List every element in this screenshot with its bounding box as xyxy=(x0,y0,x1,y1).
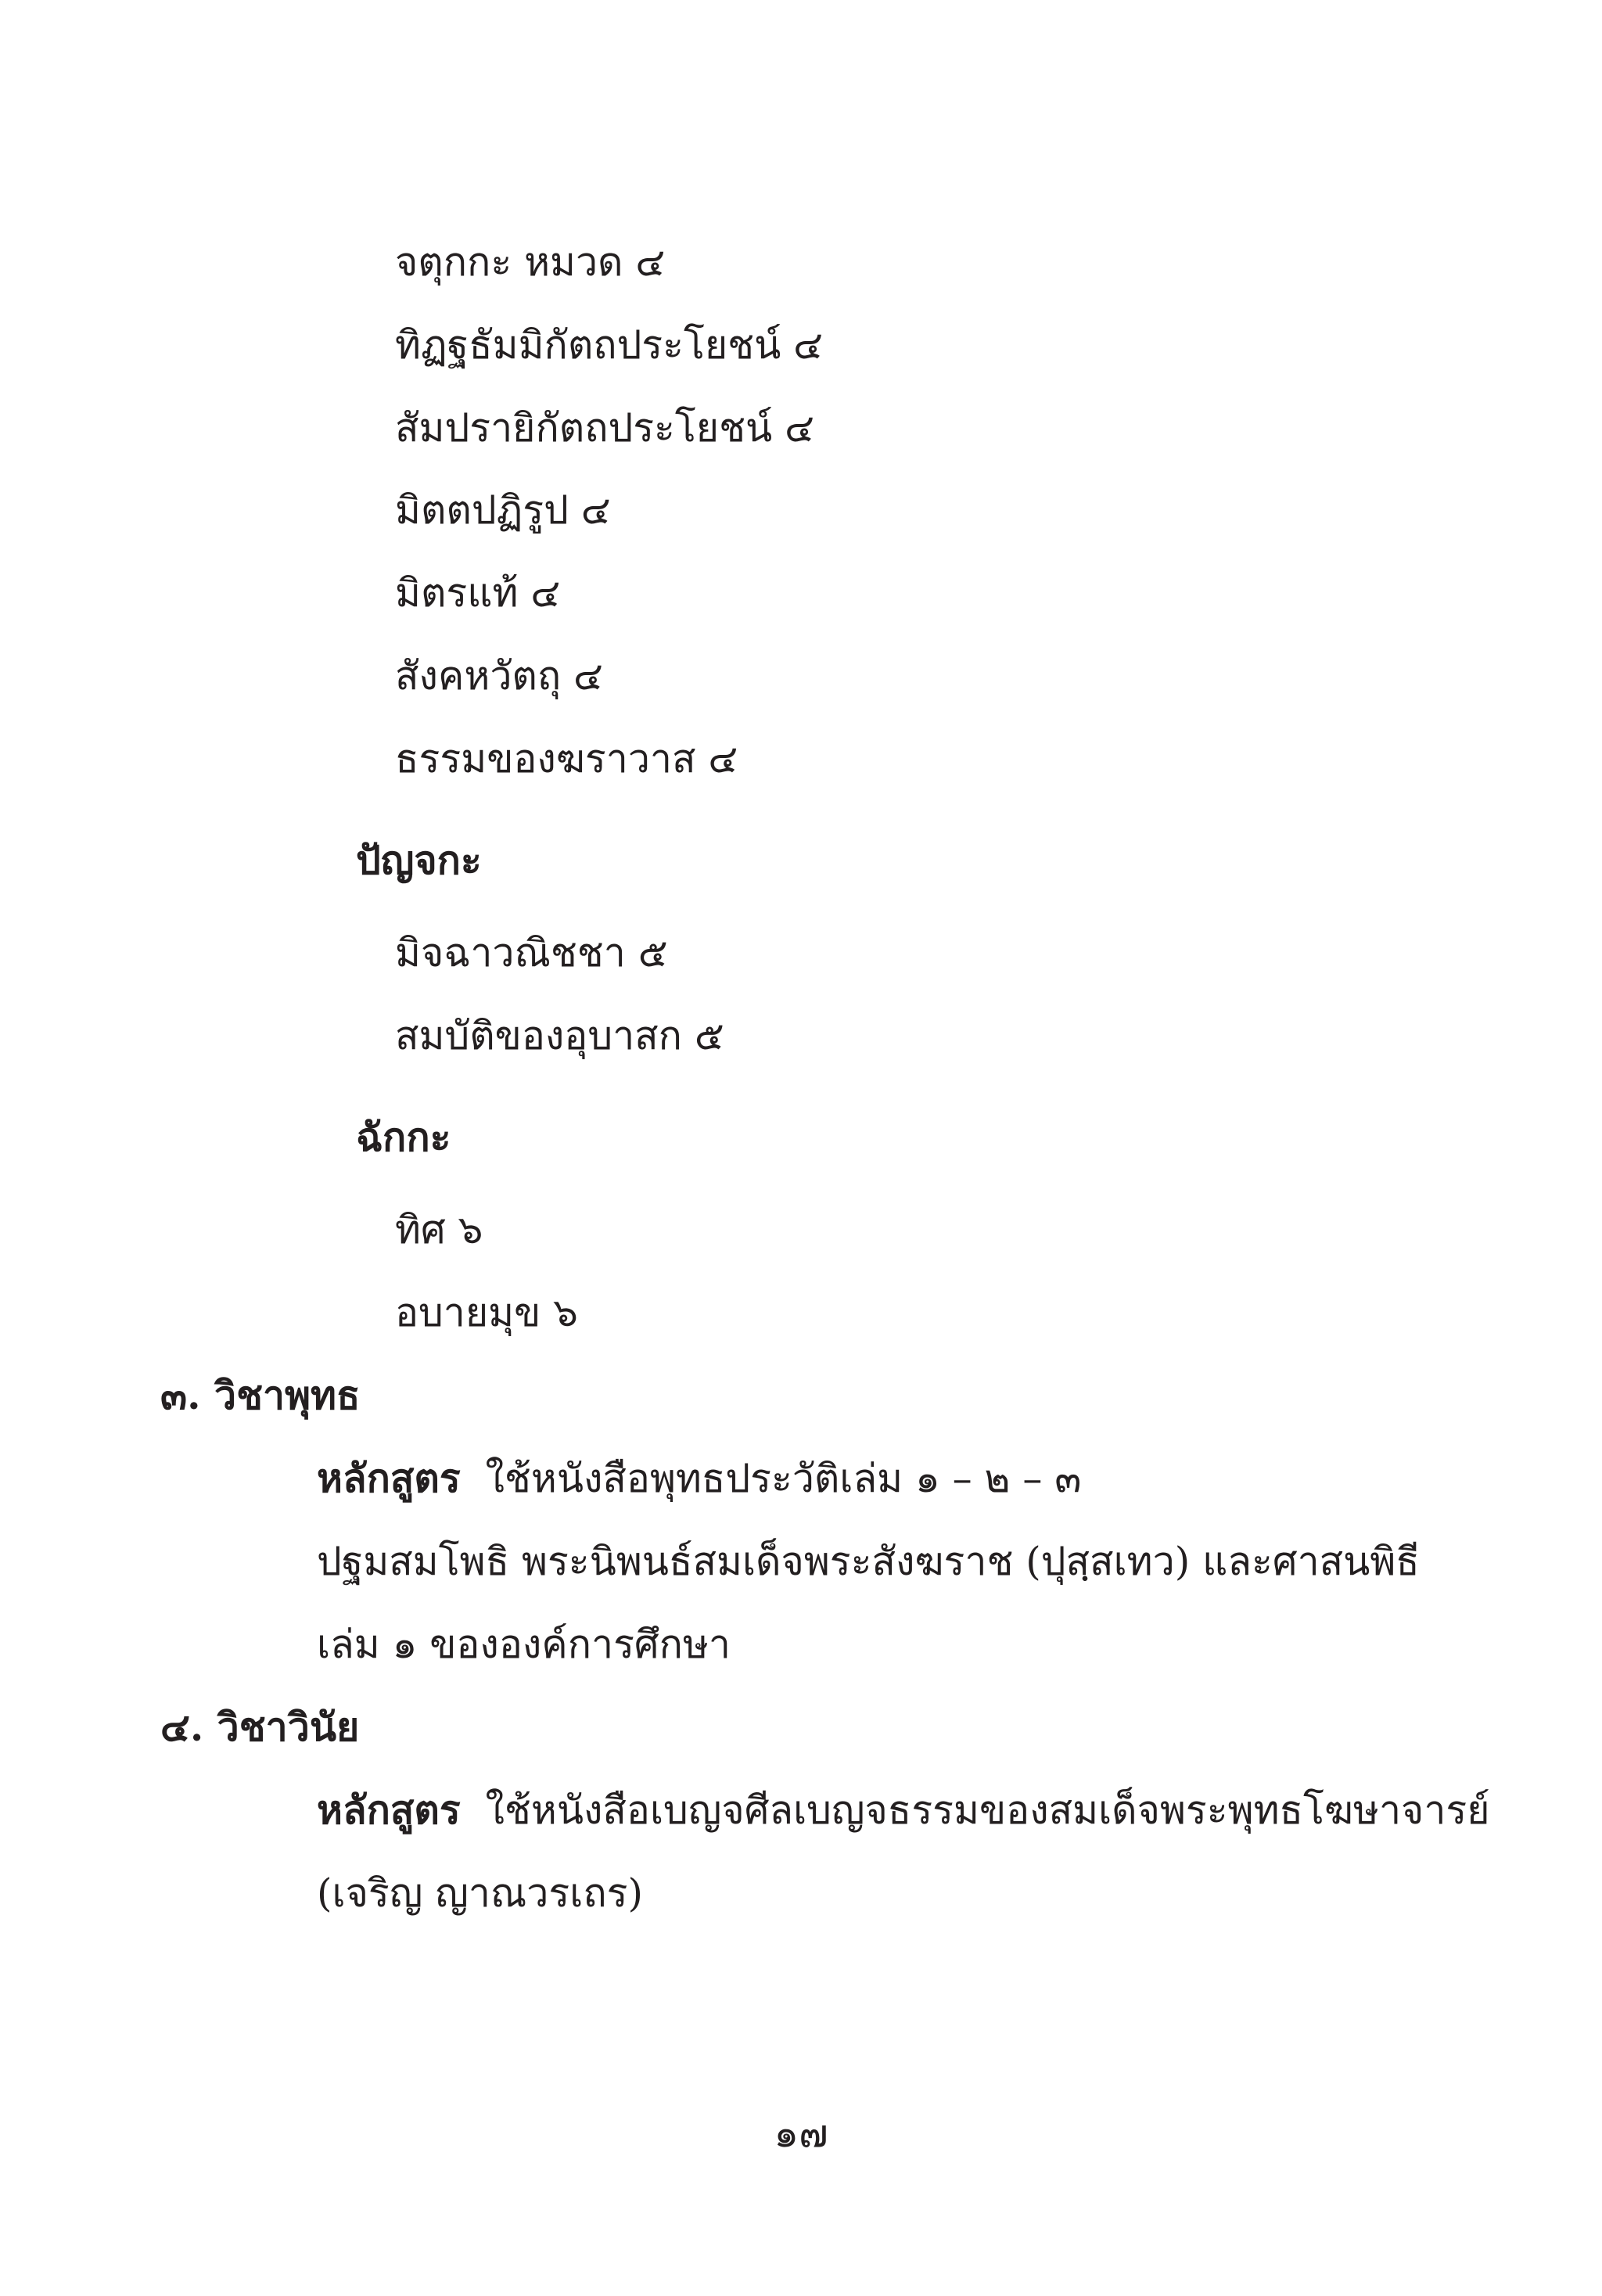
list-item: สัมปรายิกัตถประโยชน์ ๔ xyxy=(395,405,814,451)
page-number: ๑๗ xyxy=(774,2111,828,2156)
list-item: มิจฉาวณิชชา ๕ xyxy=(395,930,668,976)
list-item: สมบัติของอุบาสก ๕ xyxy=(395,1013,724,1058)
section-3-text-line: ปฐมสมโพธิ พระนิพนธ์สมเด็จพระสังฆราช (ปุสฺสเทว) และศาสนพิธี xyxy=(317,1539,1420,1584)
list-item: สังคหวัตถุ ๔ xyxy=(395,653,603,699)
section-3-curriculum-line xyxy=(317,1453,1081,1504)
list-item: มิตรแท้ ๔ xyxy=(395,570,561,616)
curriculum-text: ใช้หนังสือพุทธประวัติเล่ม ๑ – ๒ – ๓ xyxy=(485,1456,1082,1501)
list-item: ธรรมของฆราวาส ๔ xyxy=(395,736,738,782)
section-3-text-line: เล่ม ๑ ขององค์การศึกษา xyxy=(317,1622,731,1667)
curriculum-label: หลักสูตร xyxy=(317,1455,461,1501)
list-item: มิตตปฏิรูป ๔ xyxy=(395,487,611,533)
curriculum-label: หลักสูตร xyxy=(317,1787,461,1833)
group-heading-panchaka: ปัญจกะ xyxy=(356,837,482,883)
curriculum-text: ใช้หนังสือเบญจศีลเบญจธรรมของสมเด็จพระพุทธโฆษาจารย์ xyxy=(485,1788,1490,1833)
group-heading-chakka: ฉักกะ xyxy=(356,1114,451,1160)
section-4-text-line: (เจริญ ญาณวรเถร) xyxy=(317,1870,643,1916)
list-item: ทิศ ๖ xyxy=(395,1207,483,1252)
list-item: ทิฏฐธัมมิกัตถประโยชน์ ๔ xyxy=(395,322,824,368)
list-item: อบายมุข ๖ xyxy=(395,1290,578,1335)
section-4-curriculum-line xyxy=(317,1785,1490,1835)
list-item: จตุกกะ หมวด ๔ xyxy=(395,239,666,285)
section-heading-4: ๔. วิชาวินัย xyxy=(160,1704,360,1750)
section-heading-3: ๓. วิชาพุทธ xyxy=(160,1372,361,1418)
